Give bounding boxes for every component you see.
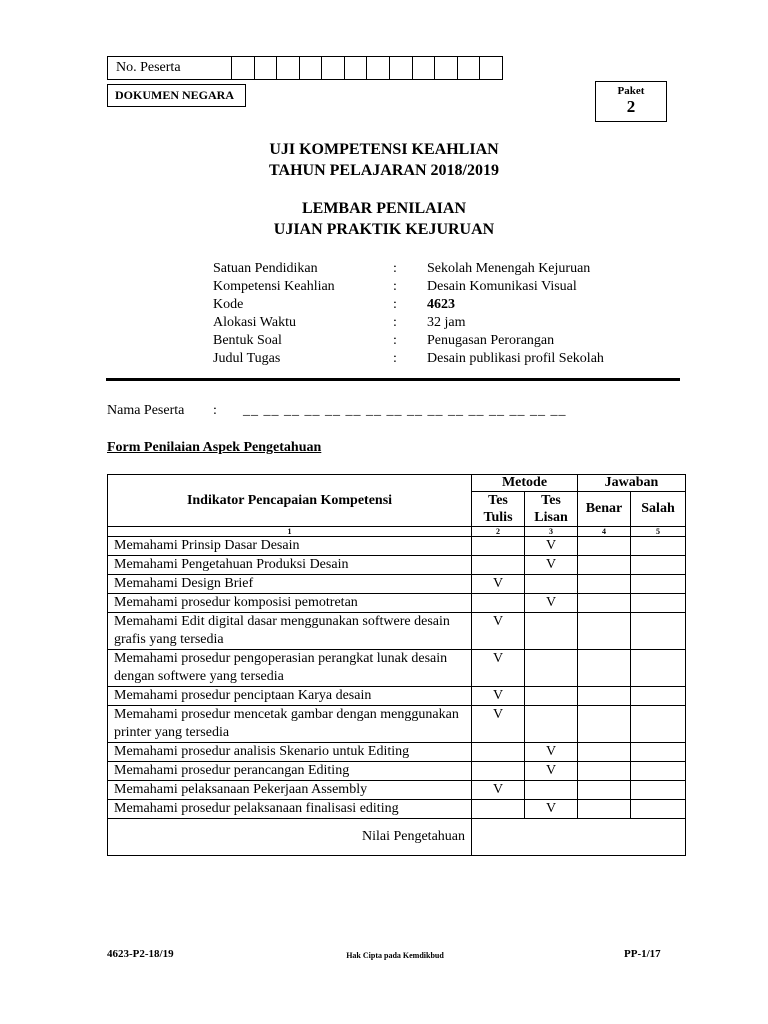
salah-cell[interactable]	[631, 650, 686, 687]
salah-cell[interactable]	[631, 594, 686, 613]
info-row	[213, 314, 667, 332]
nama-peserta-blank[interactable]: __ __ __ __ __ __ __ __ __ __ __ __ __ __ __ __	[243, 403, 567, 418]
header-benar: Benar	[578, 492, 631, 527]
info-colon: :	[393, 333, 397, 348]
tes-lisan-cell	[525, 687, 578, 706]
info-key: Kompetensi Keahlian	[213, 279, 335, 294]
info-key: Bentuk Soal	[213, 333, 282, 348]
info-row	[213, 332, 667, 350]
benar-cell[interactable]	[578, 556, 631, 575]
no-peserta-digit-cell	[345, 57, 368, 79]
info-row	[213, 260, 667, 278]
table-row	[108, 743, 686, 762]
header-tes-lisan: Tes Lisan	[525, 492, 578, 527]
indikator-cell: Memahami prosedur penciptaan Karya desain	[108, 687, 472, 706]
benar-cell[interactable]	[578, 743, 631, 762]
title-line-1: UJI KOMPETENSI KEAHLIAN	[269, 141, 499, 158]
no-peserta-digit-cell	[255, 57, 278, 79]
indikator-cell: Memahami prosedur pengoperasian perangkat lunak desain dengan softwere yang tersedia	[108, 650, 472, 687]
table-row	[108, 706, 686, 743]
info-colon: :	[393, 351, 397, 366]
indikator-cell: Memahami Edit digital dasar menggunakan softwere desain grafis yang tersedia	[108, 613, 472, 650]
header-tes-tulis: Tes Tulis	[472, 492, 525, 527]
indikator-cell: Memahami pelaksanaan Pekerjaan Assembly	[108, 781, 472, 800]
info-colon: :	[393, 315, 397, 330]
salah-cell[interactable]	[631, 706, 686, 743]
nama-peserta-label: Nama Peserta	[107, 403, 185, 418]
table-row	[108, 762, 686, 781]
tes-lisan-cell: V	[525, 556, 578, 575]
tes-lisan-cell: V	[525, 743, 578, 762]
indikator-cell: Memahami prosedur analisis Skenario untuk Editing	[108, 743, 472, 762]
salah-cell[interactable]	[631, 613, 686, 650]
no-peserta-digit-cell	[435, 57, 458, 79]
tes-lisan-cell	[525, 706, 578, 743]
no-peserta-digit-cell	[390, 57, 413, 79]
table-row	[108, 800, 686, 819]
info-colon: :	[393, 297, 397, 312]
benar-cell[interactable]	[578, 537, 631, 556]
tes-lisan-cell	[525, 650, 578, 687]
tes-tulis-cell	[472, 556, 525, 575]
salah-cell[interactable]	[631, 781, 686, 800]
tes-lisan-cell	[525, 781, 578, 800]
paket-value: 2	[626, 97, 636, 116]
tes-tulis-cell: V	[472, 781, 525, 800]
no-peserta-box	[107, 56, 503, 80]
tes-tulis-cell	[472, 594, 525, 613]
indikator-cell: Memahami prosedur perancangan Editing	[108, 762, 472, 781]
benar-cell[interactable]	[578, 706, 631, 743]
benar-cell[interactable]	[578, 594, 631, 613]
info-value: Desain Komunikasi Visual	[427, 279, 577, 294]
info-colon: :	[393, 279, 397, 294]
tes-tulis-cell: V	[472, 613, 525, 650]
nama-peserta-row	[107, 403, 567, 419]
footer-page: PP-1/17	[624, 948, 661, 960]
benar-cell[interactable]	[578, 575, 631, 594]
info-row	[213, 296, 667, 314]
salah-cell[interactable]	[631, 762, 686, 781]
column-number: 3	[525, 527, 578, 537]
salah-cell[interactable]	[631, 687, 686, 706]
column-number: 2	[472, 527, 525, 537]
tes-lisan-cell	[525, 575, 578, 594]
tes-lisan-cell: V	[525, 594, 578, 613]
info-value: Sekolah Menengah Kejuruan	[427, 261, 591, 276]
table-row	[108, 687, 686, 706]
nilai-pengetahuan-label: Nilai Pengetahuan	[108, 819, 472, 856]
benar-cell[interactable]	[578, 800, 631, 819]
tes-lisan-cell	[525, 613, 578, 650]
form-title: Form Penilaian Aspek Pengetahuan	[107, 440, 322, 455]
benar-cell[interactable]	[578, 613, 631, 650]
info-value: Desain publikasi profil Sekolah	[427, 351, 604, 366]
footer-code: 4623-P2-18/19	[107, 948, 174, 960]
info-key: Kode	[213, 297, 244, 312]
info-block	[213, 260, 667, 368]
table-row	[108, 537, 686, 556]
table-row	[108, 613, 686, 650]
tes-tulis-cell: V	[472, 706, 525, 743]
info-key: Satuan Pendidikan	[213, 261, 318, 276]
tes-lisan-cell: V	[525, 762, 578, 781]
indikator-cell: Memahami Prinsip Dasar Desain	[108, 537, 472, 556]
column-number: 1	[108, 527, 472, 537]
info-value: 4623	[427, 297, 455, 312]
title-line-3: LEMBAR PENILAIAN	[301, 200, 466, 217]
no-peserta-digit-cell	[300, 57, 323, 79]
tes-tulis-cell: V	[472, 575, 525, 594]
header-indikator: Indikator Pencapaian Kompetensi	[108, 475, 472, 527]
benar-cell[interactable]	[578, 781, 631, 800]
tes-tulis-cell	[472, 762, 525, 781]
salah-cell[interactable]	[631, 800, 686, 819]
info-row	[213, 278, 667, 296]
salah-cell[interactable]	[631, 743, 686, 762]
assessment-table	[107, 474, 686, 856]
info-value: Penugasan Perorangan	[427, 333, 555, 348]
tes-tulis-cell	[472, 800, 525, 819]
nama-peserta-colon: :	[213, 403, 217, 418]
title-line-2: TAHUN PELAJARAN 2018/2019	[269, 162, 499, 179]
indikator-cell: Memahami prosedur mencetak gambar dengan menggunakan printer yang tersedia	[108, 706, 472, 743]
header-jawaban: Jawaban	[578, 475, 686, 492]
benar-cell[interactable]	[578, 687, 631, 706]
info-colon: :	[393, 261, 397, 276]
benar-cell[interactable]	[578, 650, 631, 687]
info-row	[213, 350, 667, 368]
no-peserta-digit-cell	[277, 57, 300, 79]
dokumen-negara-label: DOKUMEN NEGARA	[107, 84, 246, 107]
tes-tulis-cell: V	[472, 687, 525, 706]
info-key: Judul Tugas	[213, 351, 281, 366]
no-peserta-digit-cell	[322, 57, 345, 79]
column-number: 5	[631, 527, 686, 537]
no-peserta-digit-cell	[480, 57, 502, 79]
indikator-cell: Memahami Design Brief	[108, 575, 472, 594]
paket-label: Paket	[617, 85, 645, 97]
table-row	[108, 781, 686, 800]
table-row	[108, 575, 686, 594]
tes-lisan-cell: V	[525, 537, 578, 556]
indikator-cell: Memahami prosedur komposisi pemotretan	[108, 594, 472, 613]
header-metode: Metode	[472, 475, 578, 492]
no-peserta-digit-cell	[367, 57, 390, 79]
title-line-4: UJIAN PRAKTIK KEJURUAN	[273, 221, 495, 238]
indikator-cell: Memahami prosedur pelaksanaan finalisasi editing	[108, 800, 472, 819]
nilai-row	[108, 819, 686, 856]
no-peserta-label: No. Peserta	[108, 57, 232, 79]
salah-cell[interactable]	[631, 575, 686, 594]
column-number: 4	[578, 527, 631, 537]
no-peserta-digit-cell	[413, 57, 436, 79]
header-salah: Salah	[631, 492, 686, 527]
salah-cell[interactable]	[631, 556, 686, 575]
table-row	[108, 556, 686, 575]
table-row	[108, 650, 686, 687]
tes-tulis-cell	[472, 743, 525, 762]
info-key: Alokasi Waktu	[213, 315, 296, 330]
indikator-cell: Memahami Pengetahuan Produksi Desain	[108, 556, 472, 575]
tes-tulis-cell	[472, 537, 525, 556]
no-peserta-digit-cell	[458, 57, 481, 79]
benar-cell[interactable]	[578, 762, 631, 781]
paket-box	[595, 81, 667, 122]
nilai-pengetahuan-value[interactable]	[472, 819, 686, 856]
tes-tulis-cell: V	[472, 650, 525, 687]
info-value: 32 jam	[427, 315, 466, 330]
footer-copyright: Hak Cipta pada Kemdikbud	[346, 951, 444, 960]
no-peserta-digit-cell	[232, 57, 255, 79]
separator-line	[106, 378, 680, 381]
table-row	[108, 594, 686, 613]
salah-cell[interactable]	[631, 537, 686, 556]
tes-lisan-cell: V	[525, 800, 578, 819]
